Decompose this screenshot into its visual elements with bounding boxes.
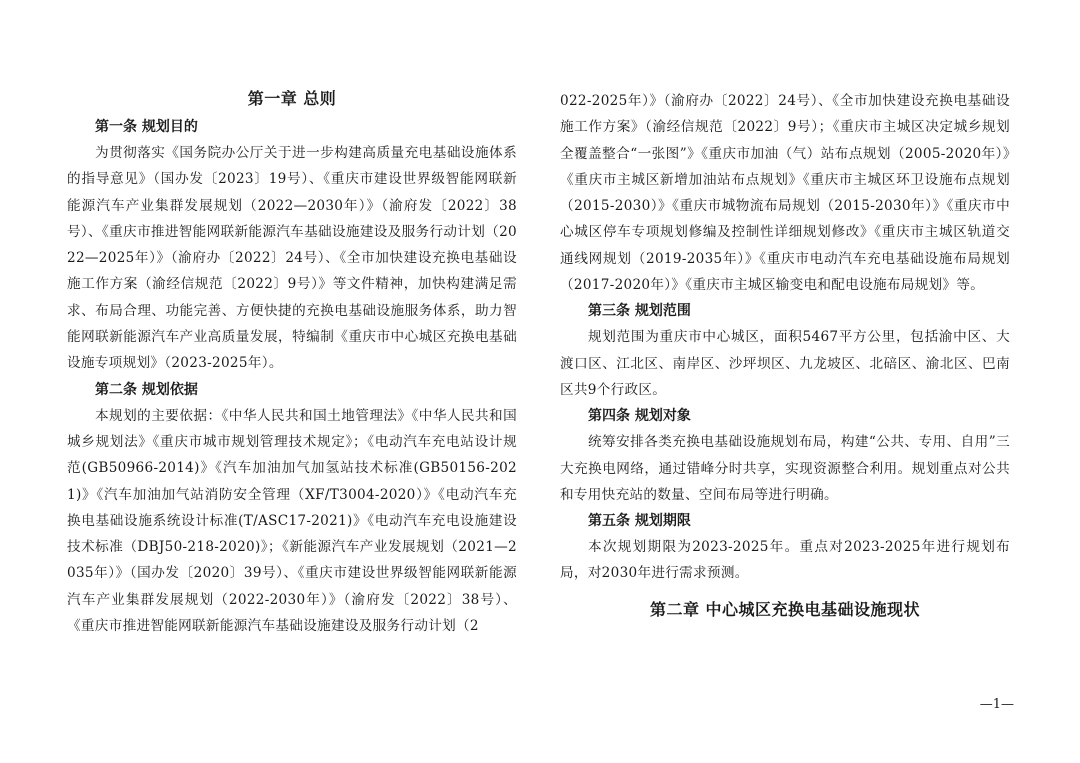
article-4-body: 统筹安排各类充换电基础设施规划布局，构建“公共、专用、自用”三大充换电网络，通过错峰分时共享，实现资源整合利用。规划重点对公共和专用快充站的数量、空间布局等进行明确。 bbox=[560, 434, 1010, 503]
article-3-body: 规划范围为重庆市中心城区，面积5467平方公里，包括渝中区、大渡口区、江北区、南岸区、沙坪坝区、九龙坡区、北碚区、渝北区、巴南区共9个行政区。 bbox=[560, 329, 1010, 398]
right-column bbox=[560, 88, 1010, 625]
article-3-heading: 第三条 规划范围 bbox=[588, 303, 691, 320]
article-1-body: 为贯彻落实《国务院办公厅关于进一步构建高质量充电基础设施体系的指导意见》（国办发〔2023〕19号）、《重庆市建设世界级智能网联新能源汽车产业集群发展规划（2022—2030年）》（渝府发〔2022〕38号）、《重庆市推进智能网联新能源汽车基础设施建设及服务行动计划（2022—2025年）》（渝府办〔2022〕24号）、《全市加快建设充换电基础设施工作方案（渝经信规范〔2022〕9号）》等文件精神，加快构建满足需求、布局合理、功能完善、方便快捷的充换电基础设施服务体系，助力智能网联新能源汽车产业高质量发展，特编制《重庆市中心城区充换电基础设施专项规划》（2023-2025年）。 bbox=[67, 145, 517, 372]
chapter-2-title: 第二章 中心城区充换电基础设施现状 bbox=[649, 599, 921, 619]
article-1-heading: 第一条 规划目的 bbox=[95, 119, 198, 135]
article-2-body-right: 022-2025年）》（渝府办〔2022〕24号）、《全市加快建设充换电基础设施工作方案》（渝经信规范〔2022〕9号）；《重庆市主城区决定城乡规划全覆盖整合“一张图”》《重庆市加油（气）站布点规划（2005-2020年）》《重庆市主城区新增加油站布点规划》《重庆市主城区环卫设施布点规划（2015-2030）》《重庆市城物流布局规划（2015-2030年）》《重庆市中心城区停车专项规划修编及控制性详细规划修改》《重庆市主城区轨道交通线网规划（2019-2035年）》《重庆市电动汽车充电基础设施布局规划（2017-2020年）》《重庆市主城区输变电和配电设施布局规划》等。 bbox=[560, 93, 1010, 294]
left-column bbox=[67, 84, 517, 639]
article-2-body-left: 本规划的主要依据：《中华人民共和国土地管理法》《中华人民共和国城乡规划法》《重庆市城市规划管理技术规定》；《电动汽车充电站设计规范(GB50966-2014)》《汽车加油加气加氢站技术标准(GB50156-2021)》《汽车加油加气站消防安全管理（XF/T3004-2020）》《电动汽车充换电基础设施系统设计标准(T/ASC17-2021)》《电动汽车充电设施建设技术标准（DBJ50-218-2020)》；《新能源汽车产业发展规划（2021—2035年）》（国办发〔2020〕39号）、《重庆市建设世界级智能网联新能源汽车产业集群发展规划（2022-2030年）》（渝府发〔2022〕38号）、《重庆市推进智能网联新能源汽车基础设施建设及服务行动计划（2 bbox=[67, 407, 517, 635]
page-number: —1— bbox=[979, 697, 1014, 712]
article-5-heading: 第五条 规划期限 bbox=[588, 513, 691, 530]
chapter-1-title: 第一章 总则 bbox=[247, 89, 337, 108]
article-5-body: 本次规划期限为2023-2025年。重点对2023-2025年进行规划布局，对2030年进行需求预测。 bbox=[560, 539, 1010, 582]
article-2-heading: 第二条 规划依据 bbox=[95, 381, 198, 398]
article-4-heading: 第四条 规划对象 bbox=[588, 408, 691, 425]
